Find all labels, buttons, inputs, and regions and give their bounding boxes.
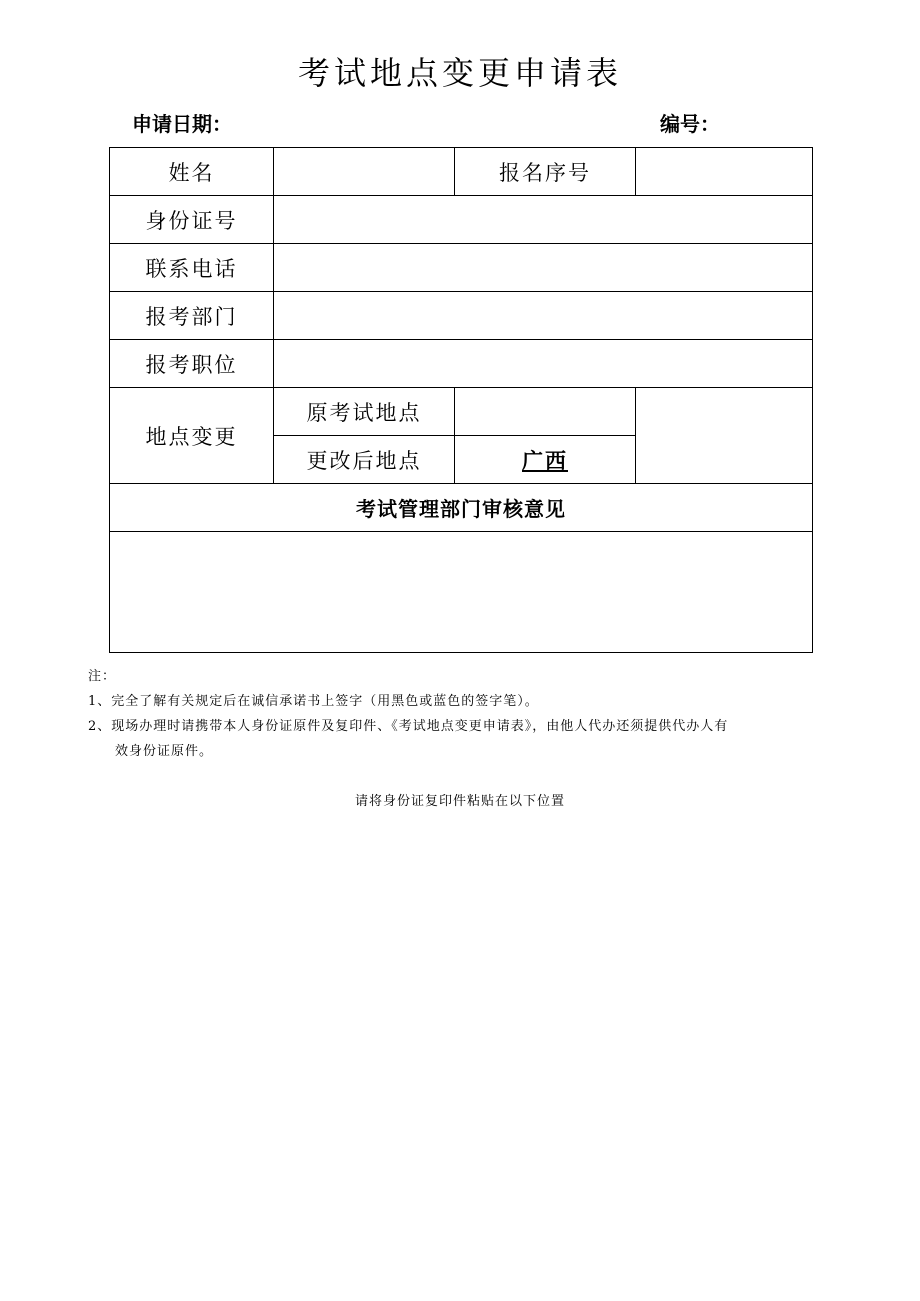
new-location-field[interactable] [455, 436, 636, 484]
name-field[interactable] [274, 148, 455, 196]
form-row-position [110, 340, 813, 388]
id-copy-paste-hint: 请将身份证复印件粘贴在以下位置 [354, 794, 565, 809]
new-location-label: 更改后地点 [274, 436, 455, 484]
department-field[interactable] [274, 292, 813, 340]
note-item-2-line-2: 效身份证原件。 [115, 744, 214, 759]
application-date-label: 申请日期： [132, 112, 232, 136]
department-label: 报考部门 [110, 292, 274, 340]
form-row-review-heading [110, 484, 813, 532]
review-heading: 考试管理部门审核意见 [110, 484, 813, 532]
position-label: 报考职位 [110, 340, 274, 388]
serial-number-label: 编号： [660, 112, 720, 136]
position-field[interactable] [274, 340, 813, 388]
original-location-label: 原考试地点 [274, 388, 455, 436]
phone-field[interactable] [274, 244, 813, 292]
location-extra-field[interactable] [636, 388, 813, 484]
form-row-phone [110, 244, 813, 292]
form-row-location-original [110, 388, 813, 436]
name-label: 姓名 [110, 148, 274, 196]
new-location-value: 广西 [522, 448, 568, 473]
id-number-field[interactable] [274, 196, 813, 244]
original-location-field[interactable] [455, 388, 636, 436]
location-change-label: 地点变更 [110, 388, 274, 484]
registration-number-label: 报名序号 [455, 148, 636, 196]
notes-heading: 注： [88, 669, 117, 684]
notes-section [88, 664, 818, 764]
phone-label: 联系电话 [110, 244, 274, 292]
id-number-label: 身份证号 [110, 196, 274, 244]
review-opinion-field[interactable] [110, 532, 813, 653]
page-title: 考试地点变更申请表 [297, 54, 622, 92]
form-row-department [110, 292, 813, 340]
application-form-table [109, 147, 813, 653]
note-item-1: 1、完全了解有关规定后在诚信承诺书上签字（用黑色或蓝色的签字笔）。 [88, 694, 539, 709]
form-row-review-body [110, 532, 813, 653]
note-item-2-line-1: 2、现场办理时请携带本人身份证原件及复印件、《考试地点变更申请表》，由他人代办还须提供代办人有 [88, 719, 729, 734]
form-row-id [110, 196, 813, 244]
form-row-name [110, 148, 813, 196]
registration-number-field[interactable] [636, 148, 813, 196]
